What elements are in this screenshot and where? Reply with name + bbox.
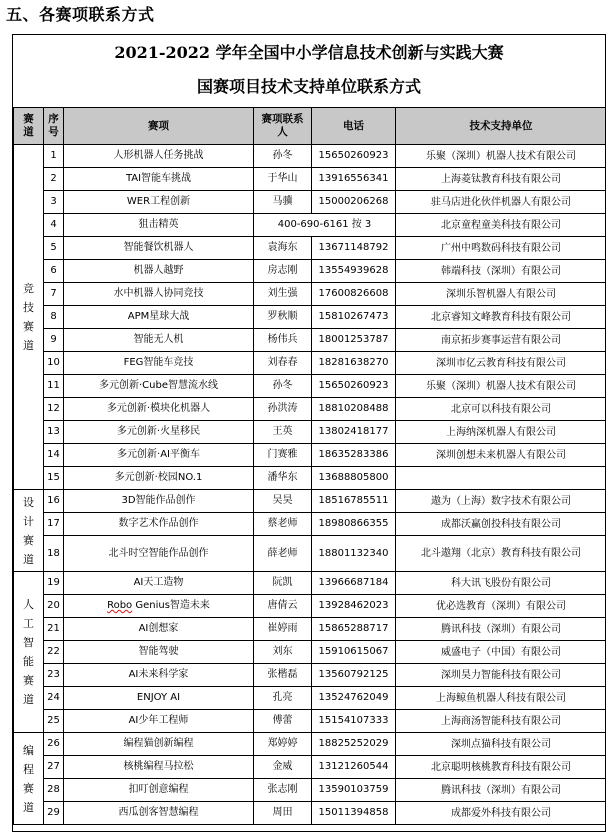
event-name: 多元创新·Cube智慧流水线 (64, 375, 254, 398)
row-number: 11 (44, 375, 64, 398)
contact-person: 房志刚 (254, 260, 312, 283)
row-number: 23 (44, 664, 64, 687)
track-name-cell: 设计赛道 (14, 490, 44, 572)
table-row (14, 536, 607, 572)
support-unit: 驻马店进化伙伴机器人有限公司 (396, 191, 607, 214)
header-track: 赛道 (14, 108, 44, 145)
table-row (14, 375, 607, 398)
support-unit: 乐聚（深圳）机器人技术有限公司 (396, 375, 607, 398)
event-name: 智能驾驶 (64, 641, 254, 664)
table-row (14, 490, 607, 513)
contact-person: 周田 (254, 802, 312, 825)
phone-number: 15650260923 (312, 375, 396, 398)
support-unit: 北京睿知文峰教育科技有限公司 (396, 306, 607, 329)
event-name: 编程猫创新编程 (64, 733, 254, 756)
table-row (14, 756, 607, 779)
row-number: 17 (44, 513, 64, 536)
header-number: 序号 (44, 108, 64, 145)
table-row (14, 191, 607, 214)
row-number: 7 (44, 283, 64, 306)
contact-person: 崔婷雨 (254, 618, 312, 641)
contact-person: 袁海东 (254, 237, 312, 260)
row-number: 25 (44, 710, 64, 733)
event-name: 多元创新·模块化机器人 (64, 398, 254, 421)
support-unit: 北京可以科技有限公司 (396, 398, 607, 421)
contact-person: 刘东 (254, 641, 312, 664)
support-unit: 上海纳深机器人有限公司 (396, 421, 607, 444)
event-name: 人形机器人任务挑战 (64, 145, 254, 168)
support-unit: 北京童程童美科技有限公司 (396, 214, 607, 237)
contact-table-frame (12, 34, 606, 832)
table-row (14, 710, 607, 733)
support-unit: 深圳昊力智能科技有限公司 (396, 664, 607, 687)
event-name: 智能无人机 (64, 329, 254, 352)
header-contact: 赛项联系人 (254, 108, 312, 145)
support-unit: 成都爱外科技有限公司 (396, 802, 607, 825)
support-unit: 深圳乐智机器人有限公司 (396, 283, 607, 306)
table-row (14, 664, 607, 687)
support-unit: 遨为（上海）数字技术有限公司 (396, 490, 607, 513)
contact-person: 张楷磊 (254, 664, 312, 687)
table-body (14, 145, 607, 825)
support-unit: 南京拓步赛事运营有限公司 (396, 329, 607, 352)
event-name: 智能餐饮机器人 (64, 237, 254, 260)
contact-table (13, 107, 606, 825)
phone-number: 13688805800 (312, 467, 396, 490)
support-unit: 广州中鸣数码科技有限公司 (396, 237, 607, 260)
table-header-row (14, 108, 607, 145)
table-row (14, 618, 607, 641)
event-name: 水中机器人协同竞技 (64, 283, 254, 306)
contact-person: 潘华东 (254, 467, 312, 490)
contact-person: 罗秋顺 (254, 306, 312, 329)
table-row (14, 467, 607, 490)
phone-number: 18825252029 (312, 733, 396, 756)
row-number: 15 (44, 467, 64, 490)
row-number: 2 (44, 168, 64, 191)
row-number: 26 (44, 733, 64, 756)
row-number: 1 (44, 145, 64, 168)
support-unit: 科大讯飞股份有限公司 (396, 572, 607, 595)
event-name: 狙击精英 (64, 214, 254, 237)
phone-number: 18001253787 (312, 329, 396, 352)
section-heading: 五、各赛项联系方式 (6, 5, 155, 24)
row-number: 16 (44, 490, 64, 513)
contact-person: 马骥 (254, 191, 312, 214)
phone-number: 13671148792 (312, 237, 396, 260)
event-name (64, 595, 254, 618)
support-unit: 韩端科技（深圳）有限公司 (396, 260, 607, 283)
contact-person: 吴昊 (254, 490, 312, 513)
support-unit: 深圳市亿云教育科技有限公司 (396, 352, 607, 375)
row-number: 12 (44, 398, 64, 421)
support-unit: 北京聪明核桃教育科技有限公司 (396, 756, 607, 779)
support-unit: 上海鲸鱼机器人科技有限公司 (396, 687, 607, 710)
contact-person: 孙洪涛 (254, 398, 312, 421)
contact-person: 傅蕾 (254, 710, 312, 733)
table-row (14, 398, 607, 421)
table-row (14, 513, 607, 536)
support-unit: 乐聚（深圳）机器人技术有限公司 (396, 145, 607, 168)
event-name: 3D智能作品创作 (64, 490, 254, 513)
event-name: AI创想家 (64, 618, 254, 641)
phone-number: 18980866355 (312, 513, 396, 536)
contact-person: 门赛雅 (254, 444, 312, 467)
event-name: AI未来科学家 (64, 664, 254, 687)
event-name: 数字艺术作品创作 (64, 513, 254, 536)
table-row (14, 329, 607, 352)
event-name: 机器人越野 (64, 260, 254, 283)
phone-number: 15650260923 (312, 145, 396, 168)
table-row (14, 641, 607, 664)
event-name: AI少年工程师 (64, 710, 254, 733)
contact-person: 阮凯 (254, 572, 312, 595)
row-number: 24 (44, 687, 64, 710)
phone-number: 13802418177 (312, 421, 396, 444)
row-number: 28 (44, 779, 64, 802)
phone-number: 13121260544 (312, 756, 396, 779)
phone-number: 18516785511 (312, 490, 396, 513)
contact-person: 蔡老师 (254, 513, 312, 536)
support-unit: 北斗遨翔（北京）教育科技有限公司 (396, 536, 607, 572)
table-row (14, 444, 607, 467)
phone-number: 15910615067 (312, 641, 396, 664)
row-number: 13 (44, 421, 64, 444)
table-row (14, 733, 607, 756)
phone-number: 13966687184 (312, 572, 396, 595)
row-number: 27 (44, 756, 64, 779)
support-unit (396, 467, 607, 490)
table-title-line2: 国赛项目技术支持单位联系方式 (196, 77, 421, 96)
track-name-cell: 编程赛道 (14, 733, 44, 825)
contact-person: 郑婷婷 (254, 733, 312, 756)
row-number: 3 (44, 191, 64, 214)
table-row (14, 802, 607, 825)
phone-number: 18801132340 (312, 536, 396, 572)
support-unit: 深圳点猫科技有限公司 (396, 733, 607, 756)
event-name: TAI智能车挑战 (64, 168, 254, 191)
row-number: 22 (44, 641, 64, 664)
row-number: 5 (44, 237, 64, 260)
contact-person: 孙冬 (254, 145, 312, 168)
support-unit: 腾讯科技（深圳）有限公司 (396, 618, 607, 641)
header-support-unit: 技术支持单位 (396, 108, 607, 145)
event-name: FEG智能车竞技 (64, 352, 254, 375)
row-number: 18 (44, 536, 64, 572)
contact-person: 杨伟兵 (254, 329, 312, 352)
header-phone: 电话 (312, 108, 396, 145)
table-row (14, 421, 607, 444)
phone-number: 15154107333 (312, 710, 396, 733)
event-name: ENJOY AI (64, 687, 254, 710)
phone-number: 13916556341 (312, 168, 396, 191)
event-name: 北斗时空智能作品创作 (64, 536, 254, 572)
phone-number: 13524762049 (312, 687, 396, 710)
phone-number: 13554939628 (312, 260, 396, 283)
event-name-misspelled-word: Robo (107, 600, 133, 611)
phone-number: 13560792125 (312, 664, 396, 687)
contact-person: 金威 (254, 756, 312, 779)
contact-person: 刘生强 (254, 283, 312, 306)
row-number: 19 (44, 572, 64, 595)
support-unit: 成都沃赢创投科技有限公司 (396, 513, 607, 536)
event-name: 多元创新·校园NO.1 (64, 467, 254, 490)
support-unit: 上海商汤智能科技有限公司 (396, 710, 607, 733)
header-event: 赛项 (64, 108, 254, 145)
phone-number: 18281638270 (312, 352, 396, 375)
event-name: 扣叮创意编程 (64, 779, 254, 802)
contact-person: 薛老师 (254, 536, 312, 572)
phone-number: 15865288717 (312, 618, 396, 641)
table-row (14, 237, 607, 260)
contact-person: 刘春春 (254, 352, 312, 375)
contact-person: 张志刚 (254, 779, 312, 802)
contact-person: 于华山 (254, 168, 312, 191)
row-number: 20 (44, 595, 64, 618)
phone-number: 18635283386 (312, 444, 396, 467)
table-row (14, 306, 607, 329)
row-number: 21 (44, 618, 64, 641)
row-number: 4 (44, 214, 64, 237)
event-name: 多元创新·火星移民 (64, 421, 254, 444)
support-unit: 上海菱钛教育科技有限公司 (396, 168, 607, 191)
event-name: WER工程创新 (64, 191, 254, 214)
phone-number: 17600826608 (312, 283, 396, 306)
support-unit: 优必选教育（深圳）有限公司 (396, 595, 607, 618)
row-number: 10 (44, 352, 64, 375)
table-row (14, 168, 607, 191)
phone-number: 13590103759 (312, 779, 396, 802)
support-unit: 腾讯科技（深圳）有限公司 (396, 779, 607, 802)
table-row (14, 352, 607, 375)
support-unit: 威盛电子（中国）有限公司 (396, 641, 607, 664)
phone-number: 13928462023 (312, 595, 396, 618)
event-name: 西瓜创客智慧编程 (64, 802, 254, 825)
table-row (14, 145, 607, 168)
table-row (14, 283, 607, 306)
phone-number: 15000206268 (312, 191, 396, 214)
event-name: 多元创新·AI平衡车 (64, 444, 254, 467)
table-row (14, 595, 607, 618)
table-title-line1: 2021-2022 学年全国中小学信息技术创新与实践大赛 (114, 43, 504, 62)
event-name: AI天工造物 (64, 572, 254, 595)
contact-person: 唐倩云 (254, 595, 312, 618)
phone-number: 18810208488 (312, 398, 396, 421)
table-row (14, 687, 607, 710)
event-name: APM星球大战 (64, 306, 254, 329)
table-row (14, 260, 607, 283)
phone-number: 15810267473 (312, 306, 396, 329)
contact-person: 孔亮 (254, 687, 312, 710)
event-name: 核桃编程马拉松 (64, 756, 254, 779)
phone-number: 15011394858 (312, 802, 396, 825)
event-name-rest: Genius智造未来 (132, 600, 210, 611)
contact-person: 王英 (254, 421, 312, 444)
row-number: 9 (44, 329, 64, 352)
row-number: 29 (44, 802, 64, 825)
table-row (14, 572, 607, 595)
row-number: 8 (44, 306, 64, 329)
support-unit: 深圳创想未来机器人有限公司 (396, 444, 607, 467)
table-row (14, 779, 607, 802)
table-row (14, 214, 607, 237)
row-number: 6 (44, 260, 64, 283)
track-name-cell: 人工智能赛道 (14, 572, 44, 733)
contact-phone-merged: 400-690-6161 按 3 (254, 214, 396, 237)
row-number: 14 (44, 444, 64, 467)
contact-person: 孙冬 (254, 375, 312, 398)
track-name-cell: 竞技赛道 (14, 145, 44, 490)
